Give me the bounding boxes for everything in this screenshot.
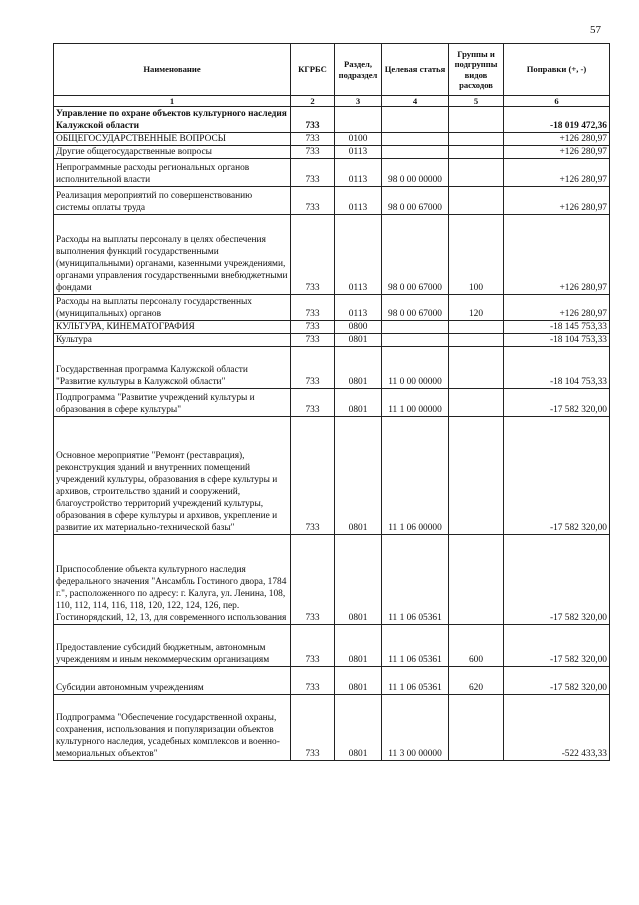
row-name: Другие общегосударственные вопросы <box>54 146 291 159</box>
table-row <box>54 625 610 667</box>
row-amount: +126 280,97 <box>504 133 610 146</box>
row-amount: -17 582 320,00 <box>504 625 610 667</box>
row-amount: -18 104 753,33 <box>504 347 610 389</box>
row-name: Предоставление субсидий бюджетным, автономным учреждениям и иным некоммерческим организациям <box>54 625 291 667</box>
table-row <box>54 667 610 695</box>
row-target <box>382 107 449 133</box>
row-group <box>449 417 504 535</box>
row-name: Субсидии автономным учреждениям <box>54 667 291 695</box>
row-section: 0801 <box>335 695 382 761</box>
column-number-row <box>54 96 610 107</box>
row-section: 0113 <box>335 146 382 159</box>
table-row <box>54 347 610 389</box>
row-section: 0801 <box>335 667 382 695</box>
table-row <box>54 107 610 133</box>
row-kgrbs: 733 <box>291 295 335 321</box>
table-row <box>54 187 610 215</box>
header-kgrbs: КГРБС <box>291 44 335 96</box>
table-row <box>54 695 610 761</box>
row-section: 0801 <box>335 535 382 625</box>
page-number: 57 <box>590 24 601 36</box>
row-group: 120 <box>449 295 504 321</box>
row-name: Управление по охране объектов культурного наследия Калужской области <box>54 107 291 133</box>
row-kgrbs: 733 <box>291 146 335 159</box>
row-section: 0801 <box>335 625 382 667</box>
table-row <box>54 321 610 334</box>
table-row <box>54 389 610 417</box>
header-name: Наименование <box>54 44 291 96</box>
table-header-row <box>54 44 610 96</box>
row-kgrbs: 733 <box>291 347 335 389</box>
row-section: 0113 <box>335 187 382 215</box>
row-group <box>449 146 504 159</box>
row-target: 11 1 06 05361 <box>382 625 449 667</box>
row-kgrbs: 733 <box>291 625 335 667</box>
row-group: 620 <box>449 667 504 695</box>
row-name: Непрограммные расходы региональных органов исполнительной власти <box>54 159 291 187</box>
row-section: 0801 <box>335 347 382 389</box>
header-groups: Группы и подгруппы видов расходов <box>449 44 504 96</box>
row-kgrbs: 733 <box>291 107 335 133</box>
row-name: Подпрограмма "Развитие учреждений культуры и образования в сфере культуры" <box>54 389 291 417</box>
row-section: 0801 <box>335 334 382 347</box>
row-amount: +126 280,97 <box>504 215 610 295</box>
row-target: 98 0 00 67000 <box>382 187 449 215</box>
table-row <box>54 535 610 625</box>
row-kgrbs: 733 <box>291 133 335 146</box>
table-row <box>54 417 610 535</box>
row-kgrbs: 733 <box>291 321 335 334</box>
row-amount: +126 280,97 <box>504 187 610 215</box>
row-section: 0100 <box>335 133 382 146</box>
row-amount: -18 145 753,33 <box>504 321 610 334</box>
row-group <box>449 535 504 625</box>
row-amount: -18 019 472,36 <box>504 107 610 133</box>
row-target: 11 1 06 00000 <box>382 417 449 535</box>
row-kgrbs: 733 <box>291 389 335 417</box>
row-name: Приспособление объекта культурного наследия федерального значения "Ансамбль Гостиного двора, 1784 г.", расположенного по адресу: г. Калуга, ул. Ленина, 108, 110, 112, 114, 116, 118, 120, 122, 124, 126, пер. Гостинорядский, 12, 13, для современного использования <box>54 535 291 625</box>
row-kgrbs: 733 <box>291 187 335 215</box>
row-section <box>335 107 382 133</box>
table-row <box>54 159 610 187</box>
row-kgrbs: 733 <box>291 334 335 347</box>
table-row <box>54 334 610 347</box>
row-name: Расходы на выплаты персоналу в целях обеспечения выполнения функций государственными (муниципальными) органами, казенными учреждениями, органами управления государственными внебюджетными фондами <box>54 215 291 295</box>
row-name: Подпрограмма "Обеспечение государственной охраны, сохранения, использования и популяризации объектов культурного наследия, усадебных комплексов и военно-мемориальных объектов" <box>54 695 291 761</box>
row-amount: +126 280,97 <box>504 295 610 321</box>
row-target: 11 1 00 00000 <box>382 389 449 417</box>
row-kgrbs: 733 <box>291 417 335 535</box>
row-target <box>382 334 449 347</box>
row-name: Реализация мероприятий по совершенствованию системы оплаты труда <box>54 187 291 215</box>
header-amount: Поправки (+, -) <box>504 44 610 96</box>
row-name: Культура <box>54 334 291 347</box>
row-section: 0113 <box>335 159 382 187</box>
row-amount: -17 582 320,00 <box>504 667 610 695</box>
row-amount: -17 582 320,00 <box>504 535 610 625</box>
table-row <box>54 215 610 295</box>
row-kgrbs: 733 <box>291 695 335 761</box>
row-target: 11 1 06 05361 <box>382 535 449 625</box>
row-target: 98 0 00 67000 <box>382 295 449 321</box>
row-section: 0800 <box>335 321 382 334</box>
column-number: 1 <box>54 96 291 107</box>
row-amount: -522 433,33 <box>504 695 610 761</box>
row-target <box>382 146 449 159</box>
row-name: Государственная программа Калужской области "Развитие культуры в Калужской области" <box>54 347 291 389</box>
row-target <box>382 133 449 146</box>
column-number: 5 <box>449 96 504 107</box>
row-kgrbs: 733 <box>291 667 335 695</box>
row-amount: +126 280,97 <box>504 146 610 159</box>
row-group <box>449 159 504 187</box>
table-row <box>54 133 610 146</box>
column-number: 6 <box>504 96 610 107</box>
row-target: 11 3 00 00000 <box>382 695 449 761</box>
table-row <box>54 295 610 321</box>
row-group <box>449 334 504 347</box>
row-group <box>449 389 504 417</box>
row-target: 98 0 00 00000 <box>382 159 449 187</box>
header-section: Раздел, подраздел <box>335 44 382 96</box>
row-target: 98 0 00 67000 <box>382 215 449 295</box>
row-target: 11 1 06 05361 <box>382 667 449 695</box>
row-target <box>382 321 449 334</box>
row-group <box>449 347 504 389</box>
table-row <box>54 146 610 159</box>
row-section: 0801 <box>335 417 382 535</box>
budget-amendments-table <box>53 43 610 761</box>
column-number: 3 <box>335 96 382 107</box>
row-amount: -17 582 320,00 <box>504 389 610 417</box>
row-name: Расходы на выплаты персоналу государственных (муниципальных) органов <box>54 295 291 321</box>
row-group <box>449 321 504 334</box>
row-amount: +126 280,97 <box>504 159 610 187</box>
row-amount: -18 104 753,33 <box>504 334 610 347</box>
row-target: 11 0 00 00000 <box>382 347 449 389</box>
row-name: КУЛЬТУРА, КИНЕМАТОГРАФИЯ <box>54 321 291 334</box>
column-number: 4 <box>382 96 449 107</box>
row-kgrbs: 733 <box>291 159 335 187</box>
row-section: 0113 <box>335 295 382 321</box>
row-kgrbs: 733 <box>291 535 335 625</box>
row-group <box>449 187 504 215</box>
row-group <box>449 695 504 761</box>
row-name: ОБЩЕГОСУДАРСТВЕННЫЕ ВОПРОСЫ <box>54 133 291 146</box>
row-name: Основное мероприятие "Ремонт (реставрация), реконструкция зданий и внутренних помещений учреждений культуры, образования в сфере культуры и архивов, строительство зданий и сооружений, благоустройство территорий учреждений культуры, образования в сфере культуры и архивов, укрепление и развитие их материально-технической базы" <box>54 417 291 535</box>
row-group: 600 <box>449 625 504 667</box>
row-group: 100 <box>449 215 504 295</box>
row-group <box>449 133 504 146</box>
header-target: Целевая статья <box>382 44 449 96</box>
row-section: 0113 <box>335 215 382 295</box>
row-section: 0801 <box>335 389 382 417</box>
row-amount: -17 582 320,00 <box>504 417 610 535</box>
row-kgrbs: 733 <box>291 215 335 295</box>
row-group <box>449 107 504 133</box>
column-number: 2 <box>291 96 335 107</box>
